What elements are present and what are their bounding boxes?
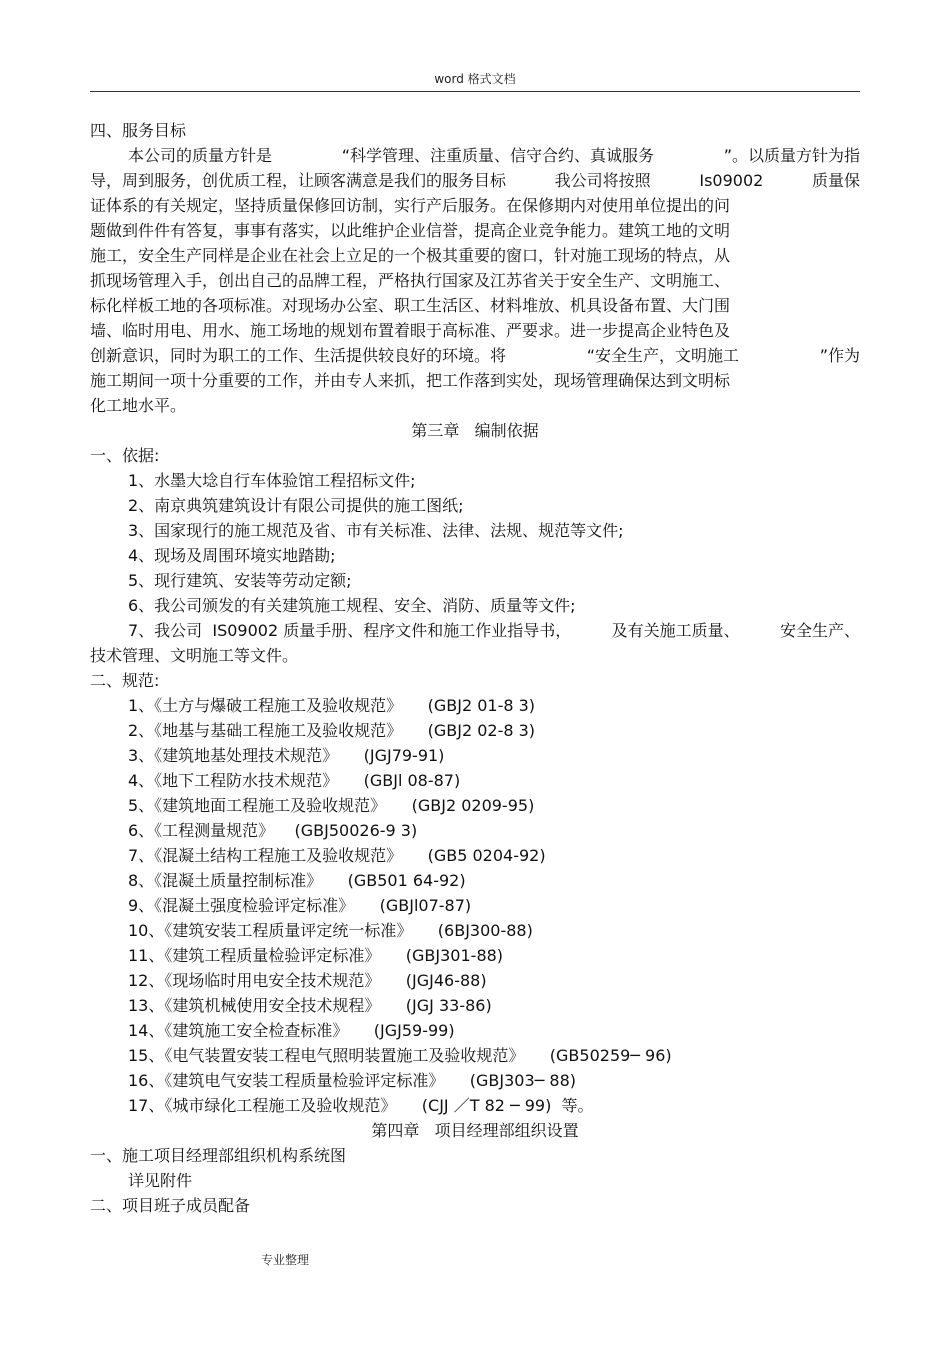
text-segment: “安全生产，文明施工 (586, 346, 739, 365)
document-body (90, 118, 860, 1218)
norm-item: 1、《土方与爆破工程施工及验收规范》 (GBJ2 01-8 3) (128, 696, 536, 715)
page-header: word 格式文档 (434, 72, 516, 86)
section-heading-service-goals: 四、服务目标 (90, 121, 187, 140)
paragraph-line: 施工，安全生产同样是企业在社会上立足的一个极其重要的窗口，针对施工现场的特点，从 (90, 246, 731, 265)
text-segment: 本公司的质量方针是 (128, 146, 273, 165)
text-segment: 质量保 (811, 171, 860, 190)
basis-item: 6、我公司颁发的有关建筑施工规程、安全、消防、质量等文件; (128, 596, 576, 615)
norm-item: 9、《混凝土强度检验评定标准》 (GBJl07-87) (128, 896, 472, 915)
text-segment: 我公司将按照 (554, 171, 651, 190)
basis-item: 4、现场及周围环境实地踏勘; (128, 546, 336, 565)
chapter-title: 第三章 编制依据 (411, 421, 539, 440)
paragraph-line: 施工期间一项十分重要的工作，并由专人来抓，把工作落到实处，现场管理确保达到文明标 (90, 371, 731, 390)
norm-item: 10、《建筑安装工程质量评定统一标准》 (6BJ300-88) (128, 921, 533, 940)
norm-item: 2、《地基与基础工程施工及验收规范》 (GBJ2 02-8 3) (128, 721, 536, 740)
norm-item: 6、《工程测量规范》 (GBJ50026-9 3) (128, 821, 418, 840)
see-attachment-note: 详见附件 (128, 1171, 193, 1190)
subsection-heading-org-chart: 一、施工项目经理部组织机构系统图 (90, 1146, 347, 1165)
basis-item (90, 618, 860, 643)
norm-item: 15、《电气装置安装工程电气照明装置施工及验收规范》 (GB50259─ 96) (128, 1046, 672, 1065)
subsection-heading-basis: 一、依据: (90, 446, 160, 465)
norm-item: 8、《混凝土质量控制标准》 (GB501 64-92) (128, 871, 466, 890)
chapter-title: 第四章 项目经理部组织设置 (371, 1121, 579, 1140)
subsection-heading-norms: 二、规范: (90, 671, 160, 690)
text-segment: ”。以质量方针为指 (723, 146, 860, 165)
norm-item: 14、《建筑施工安全检查标准》 (JGJ59-99) (128, 1021, 455, 1040)
norm-item: 4、《地下工程防水技术规范》 (GBJl 08-87) (128, 771, 461, 790)
text-segment: 及有关施工质量、 (611, 621, 740, 640)
text-segment: 7、我公司 IS09002 质量手册、程序文件和施工作业指导书， (128, 621, 572, 640)
basis-item: 3、国家现行的施工规范及省、市有关标准、法律、法规、规范等文件; (128, 521, 624, 540)
page-footer: 专业整理 (261, 1253, 310, 1267)
subsection-heading-team-members: 二、项目班子成员配备 (90, 1196, 251, 1215)
header-rule (90, 91, 860, 92)
text-segment: Is09002 (699, 171, 764, 190)
norm-item: 7、《混凝土结构工程施工及验收规范》 (GB5 0204-92) (128, 846, 546, 865)
text-segment: 安全生产、 (779, 621, 860, 640)
paragraph-line (90, 143, 860, 168)
paragraph-line: 证体系的有关规定，坚持质量保修回访制，实行产后服务。在保修期内对使用单位提出的问 (90, 196, 731, 215)
paragraph-line: 抓现场管理入手，创出自己的品牌工程，严格执行国家及江苏省关于安全生产、文明施工、 (90, 271, 731, 290)
text-segment: 导，周到服务，创优质工程，让顾客满意是我们的服务目标 (90, 171, 507, 190)
norm-item: 12、《现场临时用电安全技术规范》 (JGJ46-88) (128, 971, 487, 990)
paragraph-line: 墙、临时用电、用水、施工场地的规划布置着眼于高标准、严要求。进一步提高企业特色及 (90, 321, 731, 340)
basis-item: 1、水墨大埝自行车体验馆工程招标文件; (128, 471, 416, 490)
norm-item: 17、《城市绿化工程施工及验收规范》 (CJJ ／T 82 ─ 99) 等。 (128, 1096, 594, 1115)
text-segment: “科学管理、注重质量、信守合约、真诚服务 (341, 146, 654, 165)
text-segment: ”作为 (819, 346, 860, 365)
paragraph-line: 化工地水平。 (90, 396, 187, 415)
paragraph-line (90, 343, 860, 368)
text-segment: 创新意识，同时为职工的工作、生活提供较良好的环境。将 (90, 346, 507, 365)
basis-item-continuation: 技术管理、文明施工等文件。 (90, 646, 299, 665)
norm-item: 11、《建筑工程质量检验评定标准》 (GBJ301-88) (128, 946, 504, 965)
basis-item: 5、现行建筑、安装等劳动定额; (128, 571, 352, 590)
paragraph-line (90, 168, 860, 193)
norm-item: 16、《建筑电气安装工程质量检验评定标准》 (GBJ303─ 88) (128, 1071, 576, 1090)
norm-item: 13、《建筑机械使用安全技术规程》 (JGJ 33-86) (128, 996, 492, 1015)
norm-item: 5、《建筑地面工程施工及验收规范》 (GBJ2 0209-95) (128, 796, 535, 815)
basis-item: 2、南京典筑建筑设计有限公司提供的施工图纸; (128, 496, 464, 515)
paragraph-line: 标化样板工地的各项标准。对现场办公室、职工生活区、材料堆放、机具设备布置、大门围 (90, 296, 731, 315)
paragraph-line: 题做到件件有答复，事事有落实，以此维护企业信誉，提高企业竞争能力。建筑工地的文明 (90, 221, 731, 240)
norm-item: 3、《建筑地基处理技术规范》 (JGJ79-91) (128, 746, 445, 765)
